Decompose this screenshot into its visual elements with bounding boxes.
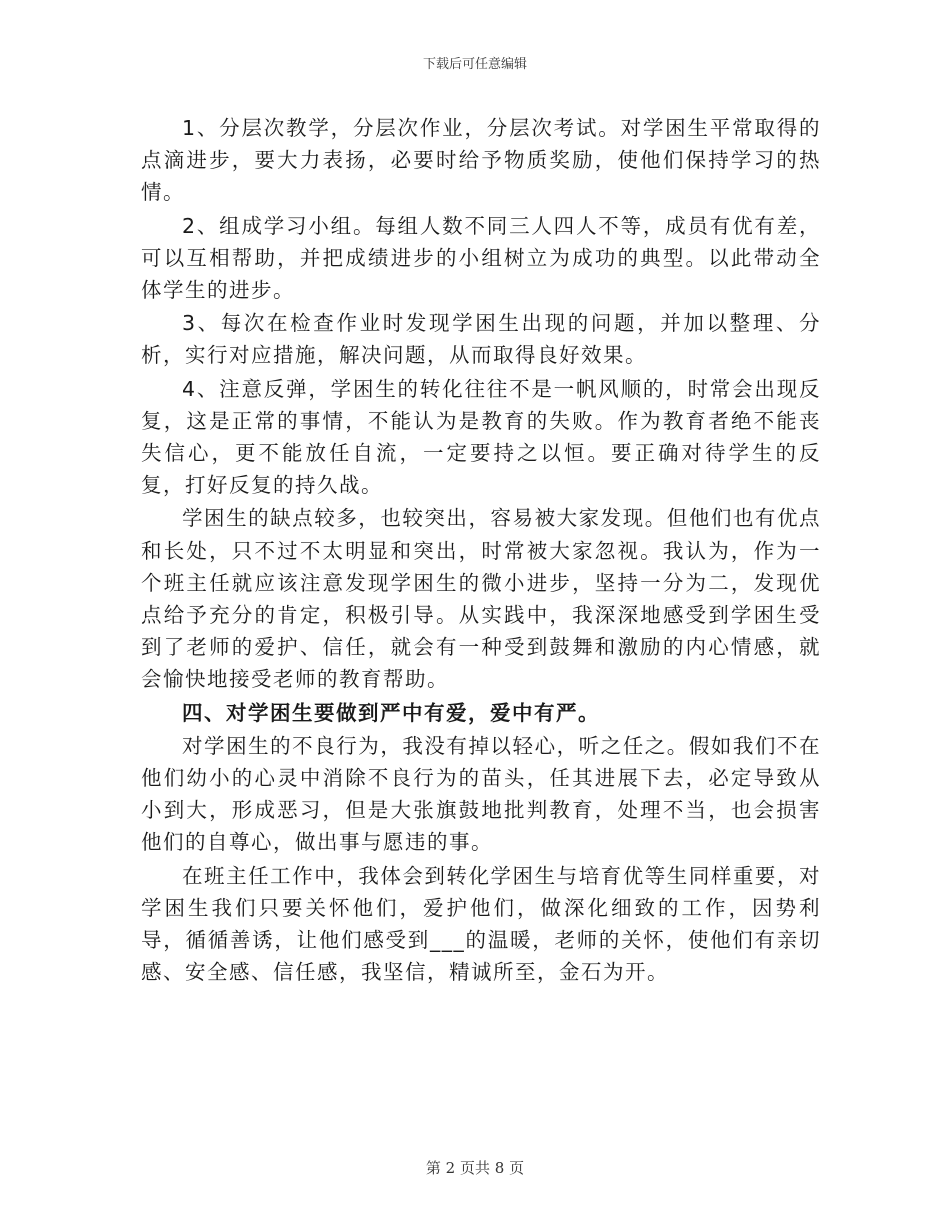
paragraph-4: 4、注意反弹，学困生的转化往往不是一帆风顺的，时常会出现反复，这是正常的事情，不能认为是教育的失败。作为教育者绝不能丧失信心，更不能放任自流，一定要持之以恒。要正确对待学生的反复，打好反复的持久战。 xyxy=(141,376,821,498)
paragraph-2: 2、组成学习小组。每组人数不同三人四人不等，成员有优有差，可以互相帮助，并把成绩进步的小组树立为成功的典型。以此带动全体学生的进步。 xyxy=(141,213,821,303)
paragraph-7: 在班主任工作中，我体会到转化学困生与培育优等生同样重要，对学困生我们只要关怀他们，爱护他们，做深化细致的工作，因势利导，循循善诱，让他们感受到___的温暖，老师的关怀，使他们有亲切感、安全感、信任感，我坚信，精诚所至，金石为开。 xyxy=(141,863,821,985)
paragraph-1: 1、分层次教学，分层次作业，分层次考试。对学困生平常取得的点滴进步，要大力表扬，必要时给予物质奖励，使他们保持学习的热情。 xyxy=(141,116,821,205)
paragraph-6: 对学困生的不良行为，我没有掉以轻心，听之任之。假如我们不在他们幼小的心灵中消除不良行为的苗头，任其进展下去，必定导致从小到大，形成恶习，但是大张旗鼓地批判教育，处理不当，也会损害他们的自尊心，做出事与愿违的事。 xyxy=(141,733,821,855)
paragraph-3: 3、每次在检查作业时发现学困生出现的问题，并加以整理、分析，实行对应措施，解决问题，从而取得良好效果。 xyxy=(141,311,821,368)
document-body xyxy=(141,112,821,989)
page-header: 下载后可任意编辑 xyxy=(422,57,527,72)
page-footer: 第 2 页共 8 页 xyxy=(425,1159,525,1177)
section-heading: 四、对学困生要做到严中有爱，爱中有严。 xyxy=(182,700,600,725)
paragraph-5: 学困生的缺点较多，也较突出，容易被大家发现。但他们也有优点和长处，只不过不太明显和突出，时常被大家忽视。我认为，作为一个班主任就应该注意发现学困生的微小进步，坚持一分为二，发现优点给予充分的肯定，积极引导。从实践中，我深深地感受到学困生受到了老师的爱护、信任，就会有一种受到鼓舞和激励的内心情感，就会愉快地接受老师的教育帮助。 xyxy=(141,506,821,692)
